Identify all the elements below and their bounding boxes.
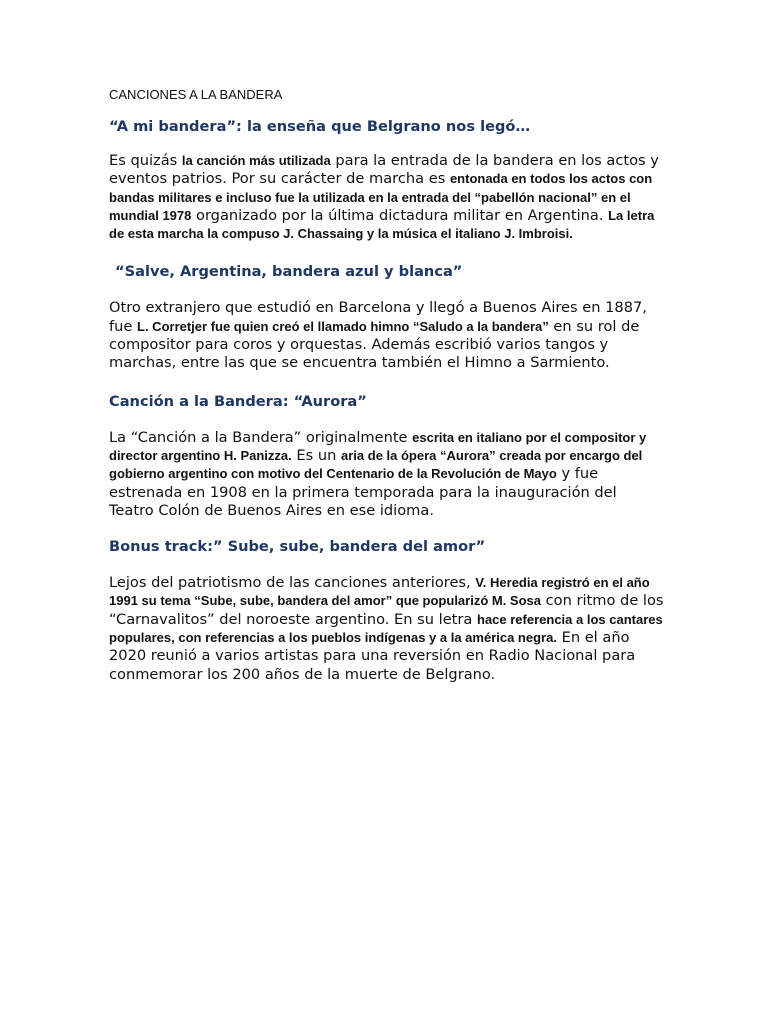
paragraph-emphasis: aria de la ópera “Aurora” creada por encargo del gobierno argentino con motivo del Centenario de la Revolución de Mayo (109, 447, 643, 482)
paragraph-text: Otro extranjero que estudió en Barcelona y llegó a Buenos Aires en 1887, fue (109, 299, 647, 335)
paragraph-text: Lejos del patriotismo de las canciones anteriores, (109, 574, 476, 592)
section-heading-bonus-track: Bonus track:” Sube, sube, bandera del amor” (109, 538, 486, 556)
section-heading-a-mi-bandera: “A mi bandera”: la enseña que Belgrano nos legó… (109, 118, 531, 135)
section-paragraph-aurora (109, 429, 664, 520)
section-paragraph-a-mi-bandera (109, 152, 664, 243)
paragraph-emphasis: entonada en todos los actos con bandas militares e incluso fue la utilizada en la entrada del “pabellón nacional” en el mundial 1978 (109, 171, 653, 223)
document-body (109, 86, 664, 684)
paragraph-text: En el año 2020 reunió a varios artistas para una reversión en Radio Nacional para conmemorar los 200 años de la muerte de Belgrano. (109, 629, 636, 683)
document-title: CANCIONES A LA BANDERA (109, 87, 283, 102)
paragraph-text: y fue estrenada en 1908 en la primera temporada para la inauguración del Teatro Colón de Buenos Aires en ese idioma. (109, 465, 617, 519)
paragraph-emphasis: hace referencia a los cantares populares, con referencias a los pueblos indígenas y a la américa negra. (109, 611, 663, 646)
section-paragraph-salve-argentina (109, 299, 664, 372)
paragraph-text: organizado por la última dictadura militar en Argentina. (191, 206, 609, 224)
paragraph-emphasis: L. Corretjer fue quien creó el llamado himno “Saludo a la bandera” (137, 318, 549, 334)
paragraph-text: Es quizás (109, 152, 182, 169)
paragraph-emphasis: V. Heredia registró en el año 1991 su tema “Sube, sube, bandera del amor” que popularizó M. Sosa (109, 575, 650, 609)
section-heading-salve-argentina: “Salve, Argentina, bandera azul y blanca” (115, 263, 463, 281)
paragraph-emphasis: la canción más utilizada (181, 153, 331, 168)
paragraph-text: en su rol de compositor para coros y orquestas. Además escribió varios tangos y marchas, entre las que se encuentra también el Himno a Sarmiento. (109, 317, 640, 372)
paragraph-text: La “Canción a la Bandera” originalmente (109, 428, 413, 446)
paragraph-text: para la entrada de la bandera en los actos y eventos patrios. Por su carácter de marcha es (109, 152, 659, 188)
paragraph-text: con ritmo de los “Carnavalitos” del noroeste argentino. En su letra (109, 592, 664, 628)
paragraph-emphasis: La letra de esta marcha la compuso J. Chassaing y la música el italiano J. Imbroisi. (109, 207, 655, 242)
section-paragraph-bonus-track (109, 574, 664, 684)
paragraph-text: Es un (291, 446, 342, 464)
paragraph-emphasis: escrita en italiano por el compositor y director argentino H. Panizza. (109, 429, 647, 463)
section-heading-aurora: Canción a la Bandera: “Aurora” (109, 392, 367, 410)
